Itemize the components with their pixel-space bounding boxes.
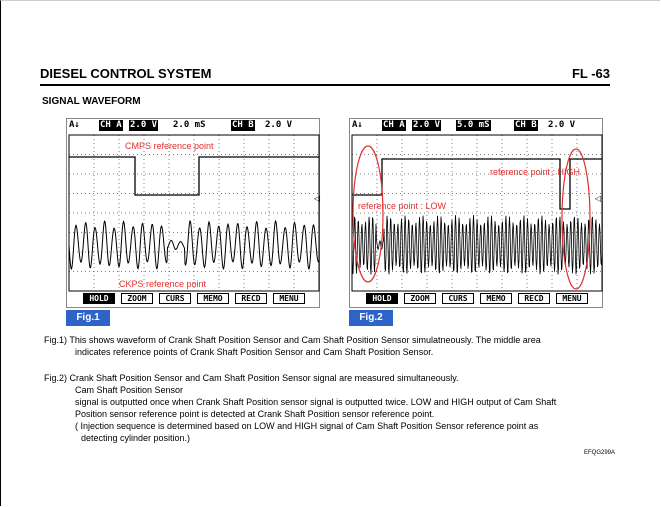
ckps-waveform xyxy=(352,215,602,275)
channel-a-label: CH A xyxy=(383,120,405,130)
fig2-line-3: signal is outputted once when Crank Shaft Position sensor signal is outputted twice. LOW and HIGH output of Cam Shaft xyxy=(75,397,557,407)
fig2-line-1: Fig.2) Crank Shaft Position Sensor and Cam Shaft Position Sensor signal are measured simultaneously. xyxy=(44,373,459,383)
scope-fig1 xyxy=(66,118,320,308)
reference-low-label: reference point : LOW xyxy=(358,201,447,211)
fig1-line-1: Fig.1) This shows waveform of Crank Shaft Position Sensor and Cam Shaft Position Sensor simulatneously. The middle area xyxy=(44,335,541,345)
menu-button[interactable]: MENU xyxy=(273,293,305,304)
channel-b-volts: 2.0 V xyxy=(548,120,576,130)
scope-fig2 xyxy=(349,118,603,308)
fig2-line-5: ( Injection sequence is determined based on LOW and HIGH signal of Cam Shaft Position Sensor reference point as xyxy=(75,421,539,431)
section-title: SIGNAL WAVEFORM xyxy=(42,96,141,107)
fig2-description xyxy=(44,372,614,444)
fig2-label: Fig.2 xyxy=(349,310,393,326)
hold-button[interactable]: HOLD xyxy=(83,293,115,304)
channel-b-volts: 2.0 V xyxy=(265,120,293,130)
trigger-indicator: A↓ xyxy=(69,120,80,130)
cmps-reference-label: CMPS reference point xyxy=(125,141,214,151)
fig1-label: Fig.1 xyxy=(66,310,110,326)
fig1-line-2: indicates reference points of Crank Shaft Position Sensor and Cam Shaft Position Sensor. xyxy=(75,347,434,357)
channel-b-label: CH B xyxy=(232,120,254,130)
reference-high-label: reference point : HIGH xyxy=(490,167,581,177)
channel-marker: ◁ xyxy=(595,194,602,203)
ckps-reference-label: CKPS reference point xyxy=(119,279,207,289)
ckps-waveform xyxy=(69,221,319,269)
channel-b-label: CH B xyxy=(515,120,537,130)
memo-button[interactable]: MEMO xyxy=(197,293,229,304)
fig1-description xyxy=(44,334,614,358)
header-title: DIESEL CONTROL SYSTEM xyxy=(40,66,212,81)
channel-marker: ◁ xyxy=(314,194,321,203)
waveform-fig2 xyxy=(350,119,604,309)
channel-a-label: CH A xyxy=(100,120,122,130)
hold-button[interactable]: HOLD xyxy=(366,293,398,304)
scope-status-bar xyxy=(67,119,321,133)
scope-status-bar xyxy=(350,119,604,133)
fig2-line-2: Cam Shaft Position Sensor xyxy=(75,385,184,395)
page-header xyxy=(40,66,610,84)
document-code: EFQG299A xyxy=(583,450,615,456)
timebase: 2.0 mS xyxy=(173,120,206,130)
recd-button[interactable]: RECD xyxy=(518,293,550,304)
channel-a-volts: 2.0 V xyxy=(130,120,158,130)
header-rule xyxy=(40,84,610,86)
recd-button[interactable]: RECD xyxy=(235,293,267,304)
zoom-button[interactable]: ZOOM xyxy=(121,293,153,304)
trigger-indicator: A↓ xyxy=(352,120,363,130)
fig2-line-6: detecting cylinder position.) xyxy=(81,433,191,443)
curs-button[interactable]: CURS xyxy=(159,293,191,304)
curs-button[interactable]: CURS xyxy=(442,293,474,304)
memo-button[interactable]: MEMO xyxy=(480,293,512,304)
fig2-line-4: Position sensor reference point is detected at Crank Shaft Position sensor reference point. xyxy=(75,409,435,419)
menu-button[interactable]: MENU xyxy=(556,293,588,304)
channel-a-volts: 2.0 V xyxy=(413,120,441,130)
zoom-button[interactable]: ZOOM xyxy=(404,293,436,304)
scope-buttons xyxy=(67,293,321,305)
scope-buttons xyxy=(350,293,604,305)
timebase: 5.0 mS xyxy=(457,120,490,130)
page-number: FL -63 xyxy=(571,66,610,81)
